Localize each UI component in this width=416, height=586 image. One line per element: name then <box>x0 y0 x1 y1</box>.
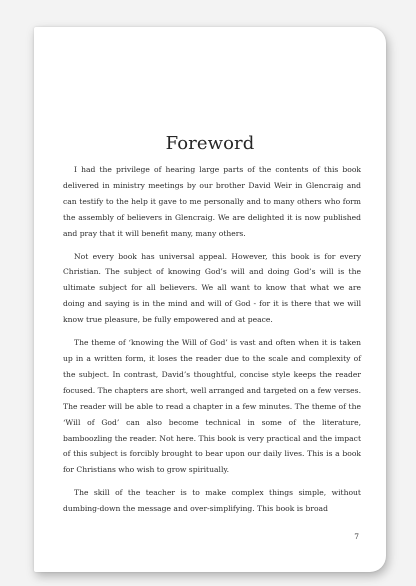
paragraph: Not every book has universal appeal. However, this book is for every Christian. The subject of knowing God’s will and doing God’s will is the ultimate subject for all believers. We all want to know that what we are doing and saying is in the mind and will of God - for it is there that we will know true pleasure, be fully empowered and at peace. <box>63 251 361 325</box>
book-page <box>34 27 386 572</box>
body-text <box>63 162 361 524</box>
paragraph: The skill of the teacher is to make complex things simple, without dumbing-down the message and over-simplifying. This book is broad <box>63 488 361 514</box>
paragraph: The theme of ‘knowing the Will of God’ is vast and often when it is taken up in a written form, it loses the reader due to the scale and complexity of the subject. In contrast, David’s thoughtful, concise style keeps the reader focused. The chapters are short, well arranged and targeted on a few verses. The reader will be able to read a chapter in a few minutes. The theme of the ‘Will of God’ can also become technical in some of the literature, bamboozling the reader. Not here. This book is very practical and the impact of this subject is forcibly brought to bear upon our daily lives. This is a book for Christians who wish to grow spiritually. <box>63 338 361 475</box>
page-number: 7 <box>354 532 359 541</box>
paragraph: I had the privilege of hearing large parts of the contents of this book delivered in ministry meetings by our brother David Weir in Glencraig and can testify to the help it gave to me personally and to many others who form the assembly of believers in Glencraig. We are delighted it is now published and pray that it will benefit many, many others. <box>63 165 361 238</box>
page-title: Foreword <box>165 133 255 154</box>
